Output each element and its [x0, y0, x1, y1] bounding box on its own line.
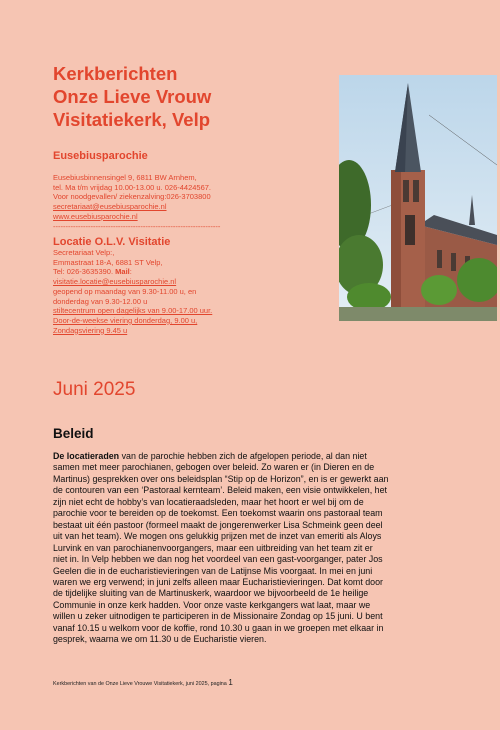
location-line1: Secretariaat Velp:, [53, 248, 115, 257]
body-line: samen met meer parochianen, gebogen over beleid. Zo waren er (in Dieren en de [53, 462, 375, 473]
month-heading: Juni 2025 [53, 379, 136, 400]
opening-hours-2: donderdag van 9.30-12.00 u [53, 296, 148, 306]
lead-bold: De locatieraden [53, 451, 120, 461]
article-body [53, 451, 453, 646]
church-photo [339, 75, 497, 321]
body-line: waren we erg verwend; in juni zelfs alleen maar Eucharistievieringen. Dat komt door [53, 576, 384, 587]
location-tel-line [53, 267, 212, 277]
mail-label: Mail [115, 267, 130, 277]
title-line-3: Visitatiekerk, Velp [53, 109, 211, 130]
body-line: de contouren van een ‘Pastoraal kernteam’. Beleid maken, een visie ontwikkelen, het [53, 485, 387, 496]
body-line: de tijdelijke sluiting van de Martinuskerk, waardoor we bijvoorbeeld de 1e heilige [53, 588, 369, 599]
body-line: zijn niet echt de hobby’s van locatieraadsleden, maar het hoort er wel bij om de [53, 496, 364, 507]
location-email-link[interactable]: visitatie.locatie@eusebiusparochie.nl [53, 277, 177, 287]
body-line: vanaf 10.15 u welkom voor de koffie, rond 10.30 u gaan in we groepen met elkaar in [53, 622, 384, 633]
body-line: uit van het team). We mogen ons gelukkig prijzen met de inzet van emeriti als Aloys [53, 531, 382, 542]
body-line-1-rest: van de parochie hebben zich de afgelopen periode, al dan niet [119, 451, 367, 461]
mail-colon: : [129, 267, 132, 277]
opening-hours-1: geopend op maandag van 9.30-11.00 u, en [53, 286, 197, 296]
body-line: gesprek, waarna we om 11.30 u de Eucharistie vieren. [53, 634, 267, 645]
parish-emergency: Voor noodgevallen/ ziekenzalving:026-3703800 [53, 192, 211, 202]
title-line-2: Onze Lieve Vrouw [53, 86, 212, 107]
section-heading: Beleid [53, 426, 94, 441]
body-line: niet in. In Velp hebben we dan nog het voordeel van een gast-voorganger, pater Jos [53, 554, 383, 565]
title-line-1: Kerkberichten [53, 63, 178, 84]
body-line: Lurvink en van parochianenvoorgangers, maar een uitbreiding van het team zit er [53, 542, 373, 553]
parish-name: Eusebiusparochie [53, 150, 148, 162]
body-line: parochie voor te bereiden op de toekomst. Een toekomst waarin ons pastoraal team [53, 508, 383, 519]
parish-phone: tel. Ma t/m vrijdag 10.00-13.00 u. 026-4424567. [53, 182, 212, 192]
body-line: bestaat uit één pastoor (formeel maakt de jongerenwerker Lisa Schmeink geen deel [53, 519, 383, 530]
body-line: Communie in onze kerk hadden. Voor onze vaste kerkgangers wat laat, maar we [53, 599, 371, 610]
footer-text: Kerkberichten van de Onze Lieve Vrouwe Visitatiekerk, juni 2025, pagina [53, 681, 229, 687]
location-info [53, 248, 212, 335]
parish-info [53, 173, 220, 231]
page-number: 1 [228, 678, 233, 687]
divider: ------------------------------------------------------------------- [53, 221, 221, 231]
stiltecentrum: stiltecentrum open dagelijks van 9.00-17.00 uur. [53, 306, 213, 316]
location-name: Locatie O.L.V. Visitatie [53, 236, 171, 248]
parish-address: Eusebiusbinnensingel 9, 6811 BW Arnhem, [53, 173, 197, 182]
page-footer [53, 678, 233, 687]
body-line: Martinus) gesprekken over ons beleidsplan “Stip op de Horizon”, en is er gewerkt aan [53, 473, 389, 484]
location-tel: Tel: 026-3635390. [53, 267, 114, 277]
sunday-mass: Zondagsviering 9.45 u [53, 325, 128, 335]
parish-website-link[interactable]: www.eusebiusparochie.nl [53, 211, 138, 221]
page-title [53, 62, 338, 131]
body-line: willen u zeker uitnodigen te participeren in de Missionaire Zondag op 15 juni. U bent [53, 611, 383, 622]
weekday-mass: Door-de-weekse viering donderdag, 9.00 u, [53, 315, 198, 325]
parish-email-link[interactable]: secretariaat@eusebiusparochie.nl [53, 202, 167, 212]
body-line-1 [53, 451, 453, 462]
location-line2: Emmastraat 18-A, 6881 ST Velp, [53, 257, 163, 267]
body-line: Geelen die in de eucharistievieringen van de Latijnse Mis voorgaat. In mei en juni [53, 565, 373, 576]
